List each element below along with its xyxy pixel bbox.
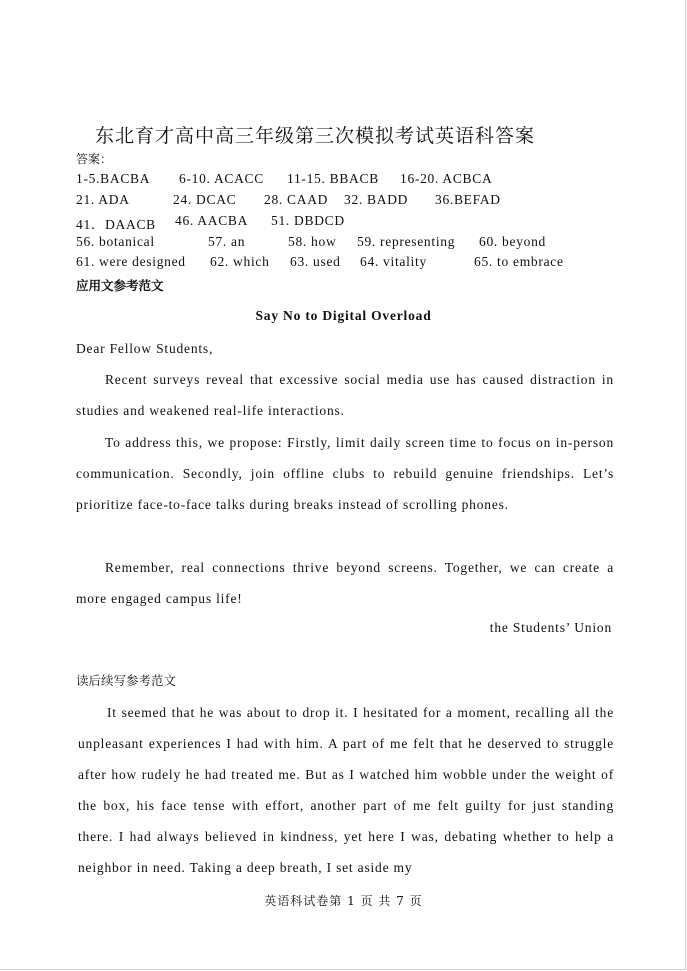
- answer-item: 59. representing: [357, 234, 456, 249]
- essay-paragraph-3: Remember, real connections thrive beyond screens. Together, we can create a more engaged campus life!: [76, 560, 614, 606]
- answer-item: 1-5.BACBA: [76, 171, 151, 186]
- answers-label: 答案：: [76, 152, 113, 166]
- continuation-writing-heading: 读后续写参考范文: [76, 673, 177, 688]
- answer-item: 36.BEFAD: [435, 192, 501, 207]
- answer-item: 56. botanical: [76, 234, 155, 249]
- answer-item: 61. were designed: [76, 254, 186, 269]
- answer-item: 63. used: [290, 254, 341, 269]
- answer-item: 41．DAACB: [76, 217, 156, 232]
- answer-item: 11-15. BBACB: [287, 171, 379, 186]
- continuation-paragraph: It seemed that he was about to drop it. I hesitated for a moment, recalling all the unpleasant experiences I had with him. A part of me felt that he deserved to struggle after how rudely he had treated me. But as I watched him wobble under the weight of the box, his face tense with effort, another part of me felt guilty for just standing there. I had always believed in kindness, yet here I was, debating whether to help a neighbor in need. Taking a deep breath, I set aside my: [78, 705, 614, 875]
- answer-item: 28. CAAD: [264, 192, 329, 207]
- applied-writing-heading: 应用文参考范文: [76, 278, 164, 293]
- answer-item: 60. beyond: [479, 234, 546, 249]
- page-title: 东北育才高中高三年级第三次模拟考试英语科答案: [95, 125, 536, 147]
- answer-item: 58. how: [288, 234, 337, 249]
- answer-item: 46. AACBA: [175, 213, 249, 228]
- essay-title: Say No to Digital Overload: [255, 308, 432, 323]
- answer-item: 64. vitality: [360, 254, 427, 269]
- answer-item: 24. DCAC: [173, 192, 237, 207]
- answer-item: 16-20. ACBCA: [400, 171, 493, 186]
- essay-paragraph-2: To address this, we propose: Firstly, limit daily screen time to focus on in-person communication. Secondly, join offline clubs to rebuild genuine friendships. Let’s prioritize face-to-face talks during breaks instead of scrolling phones.: [76, 435, 614, 512]
- answer-item: 6-10. ACACC: [179, 171, 264, 186]
- answer-item: 57. an: [208, 234, 246, 249]
- answer-item: 51. DBDCD: [271, 213, 345, 228]
- essay-paragraph-1: Recent surveys reveal that excessive social media use has caused distraction in studies and weakened real-life interactions.: [76, 372, 614, 418]
- answer-item: 32. BADD: [344, 192, 409, 207]
- essay-greeting: Dear Fellow Students,: [76, 341, 214, 356]
- answer-item: 65. to embrace: [474, 254, 564, 269]
- essay-signoff: the Students’ Union: [489, 620, 612, 635]
- answer-item: 21. ADA: [76, 192, 130, 207]
- answer-item: 62. which: [210, 254, 270, 269]
- page-footer: 英语科试卷第 1 页 共 7 页: [264, 894, 423, 908]
